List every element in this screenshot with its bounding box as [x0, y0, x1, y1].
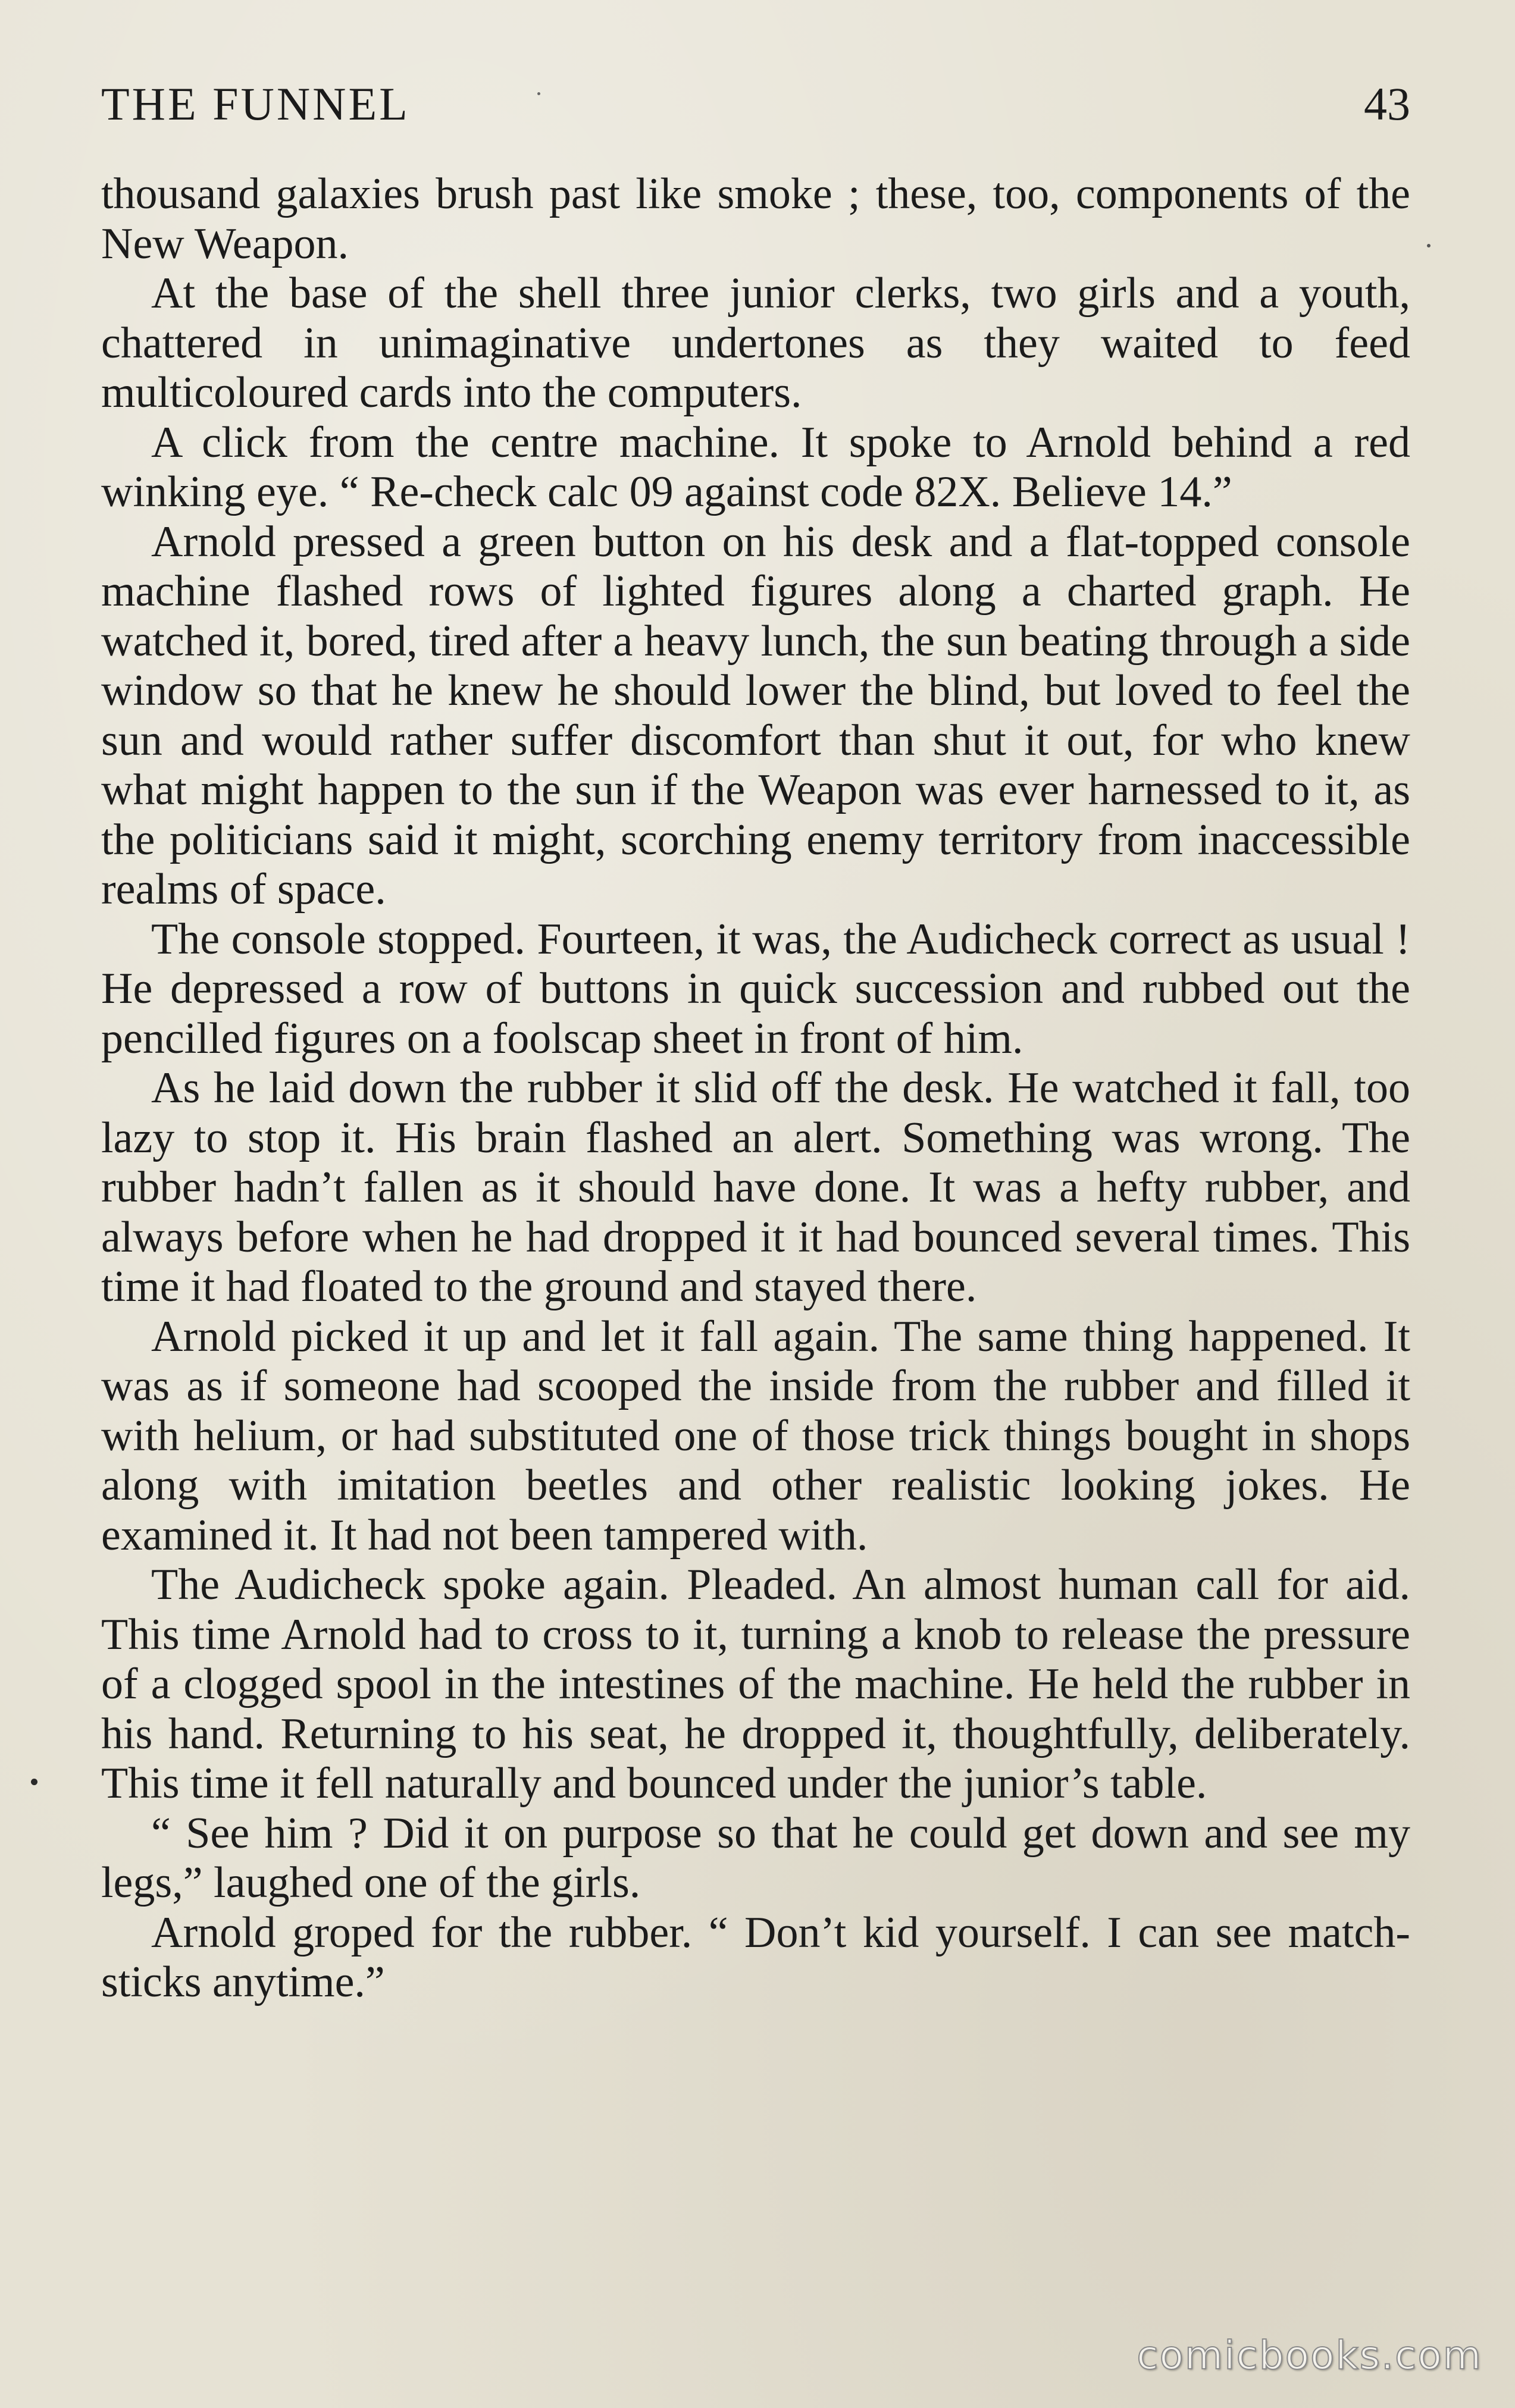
paragraph-10: Arnold groped for the rubber. “ Don’t kid yourself. I can see match-sticks anytime.” — [101, 1908, 1410, 2006]
paragraph-5: The console stopped. Fourteen, it was, the Audicheck correct as usual ! He depressed a row of buttons in quick succession and rubbed out the pencilled figures on a foolscap sheet in front of him. — [101, 914, 1410, 1063]
body-text — [101, 170, 1410, 2008]
paragraph-2: At the base of the shell three junior clerks, two girls and a youth, chattered in unimaginative undertones as they waited to feed multicoloured cards into the computers. — [101, 269, 1410, 417]
watermark: comicbooks.com — [1137, 2332, 1482, 2378]
paragraph-7: Arnold picked it up and let it fall again. The same thing happened. It was as if someone had scooped the inside from the rubber and filled it with helium, or had substituted one of those trick things bought in shops along with imitation beetles and other realistic looking jokes. He examined it. It had not been tampered with. — [101, 1312, 1410, 1560]
paragraph-9: “ See him ? Did it on purpose so that he could get down and see my legs,” laughed one of the girls. — [101, 1808, 1410, 1907]
paragraph-1: thousand galaxies brush past like smoke ; these, too, components of the New Weapon. — [101, 170, 1410, 268]
paper-speck — [31, 1779, 37, 1785]
paragraph-6: As he laid down the rubber it slid off the desk. He watched it fall, too lazy to stop it. His brain flashed an alert. Something was wrong. The rubber hadn’t fallen as it should have done. It was a hefty rubber, and always before when he had dropped it it had bounced several times. This time it had floated to the ground and stayed there. — [101, 1064, 1410, 1311]
paper-speck — [1427, 244, 1431, 247]
paragraph-3: A click from the centre machine. It spoke to Arnold behind a red winking eye. “ Re-check calc 09 against code 82X. Believe 14.” — [101, 418, 1410, 516]
running-header — [101, 71, 1410, 137]
paragraph-8: The Audicheck spoke again. Pleaded. An almost human call for aid. This time Arnold had to cross to it, turning a knob to release the pressure of a clogged spool in the intestines of the machine. He held the rubber in his hand. Returning to his seat, he dropped it, thoughtfully, deliberately. This time it fell naturally and bounced under the junior’s table. — [101, 1560, 1410, 1808]
paragraph-4: Arnold pressed a green button on his desk and a flat-topped console machine flashed rows of lighted figures along a charted graph. He watched it, bored, tired after a heavy lunch, the sun beating through a side window so that he knew he should lower the blind, but loved to feel the sun and would rather suffer discomfort than shut it out, for who knew what might happen to the sun if the Weapon was ever harnessed to it, as the politicians said it might, scorching enemy territory from inaccessible realms of space. — [101, 517, 1410, 914]
page-number: 43 — [1364, 78, 1410, 130]
running-title: THE FUNNEL — [101, 78, 410, 130]
paper-speck — [537, 92, 540, 95]
